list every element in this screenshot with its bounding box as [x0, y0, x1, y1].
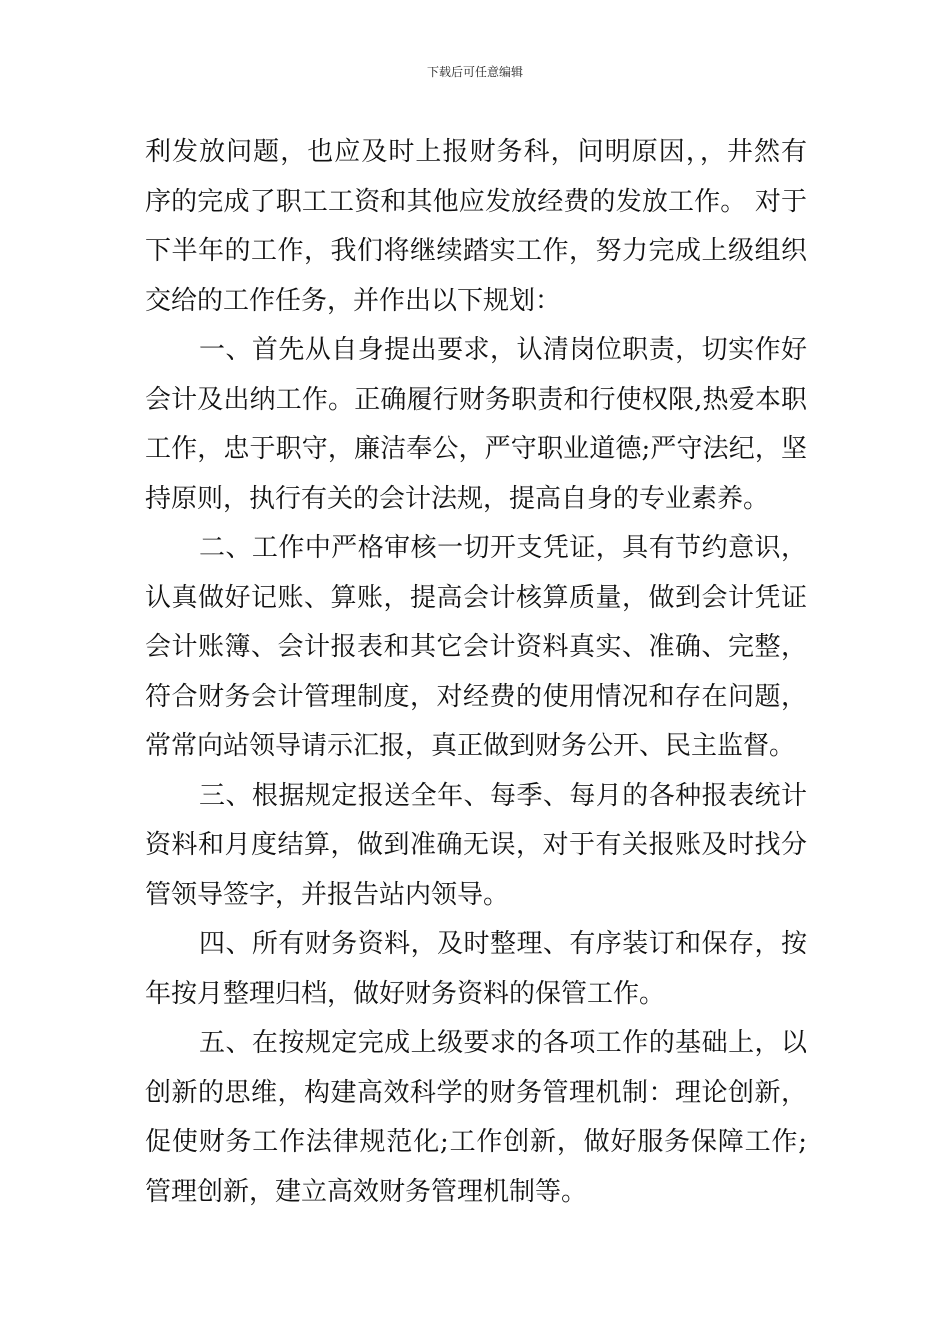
text-line: 认真做好记账、算账，提高会计核算质量，做到会计凭证 — [145, 582, 807, 613]
text-line: 三、根据规定报送全年、每季、每月的各种报表统计 — [199, 780, 807, 811]
text-line: 序的完成了职工工资和其他应发放经费的发放工作。 对于 — [145, 186, 807, 217]
text-line: 五、在按规定完成上级要求的各项工作的基础上，以 — [199, 1028, 807, 1058]
text-line: 促使财务工作法律规范化;工作创新，做好服务保障工作; — [145, 1127, 807, 1157]
text-line: 四、所有财务资料，及时整理、有序装订和保存，按 — [199, 929, 807, 959]
text-line: 下半年的工作，我们将继续踏实工作，努力完成上级组织 — [145, 236, 807, 266]
text-line: 资料和月度结算，做到准确无误，对于有关报账及时找分 — [145, 830, 807, 860]
text-line: 交给的工作任务，并作出以下规划： — [145, 285, 562, 316]
text-line: 会计账簿、会计报表和其它会计资料真实、准确、完整， — [145, 632, 807, 662]
text-line: 管理创新，建立高效财务管理机制等。 — [145, 1176, 588, 1207]
text-line: 会计及出纳工作。正确履行财务职责和行使权限,热爱本职 — [145, 384, 807, 415]
text-line: 年按月整理归档，做好财务资料的保管工作。 — [145, 978, 666, 1009]
text-line: 二、工作中严格审核一切开支凭证，具有节约意识， — [199, 533, 807, 563]
text-line: 常常向站领导请示汇报，真正做到财务公开、民主监督。 — [145, 731, 796, 761]
document-body — [145, 128, 807, 1217]
text-line: 创新的思维，构建高效科学的财务管理机制：理论创新， — [145, 1077, 807, 1108]
text-line: 管领导签字，并报告站内领导。 — [145, 879, 510, 910]
text-line: 持原则，执行有关的会计法规，提高自身的专业素养。 — [145, 483, 770, 514]
page-header: 下载后可任意编辑 — [426, 65, 523, 79]
text-line: 符合财务会计管理制度，对经费的使用情况和存在问题， — [145, 681, 807, 712]
text-line: 一、首先从自身提出要求，认清岗位职责，切实作好 — [199, 335, 807, 365]
text-line: 利发放问题，也应及时上报财务科，问明原因，，井然有 — [145, 137, 807, 167]
text-line: 工作，忠于职守，廉洁奉公，严守职业道德;严守法纪，坚 — [145, 434, 807, 464]
